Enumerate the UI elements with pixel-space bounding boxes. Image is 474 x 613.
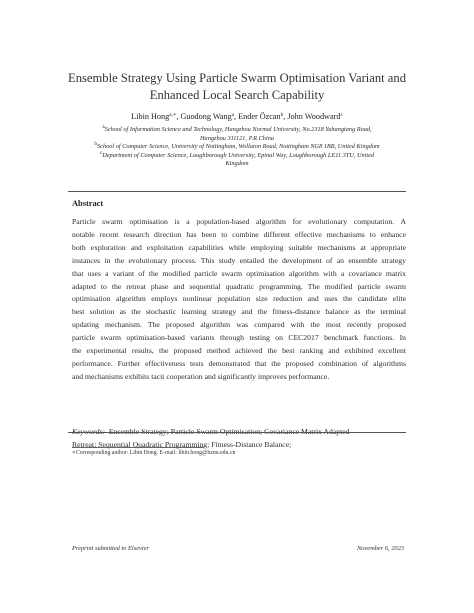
abstract-bottom-rule xyxy=(68,432,406,433)
abstract-body xyxy=(72,216,406,384)
author-mark: b xyxy=(280,112,284,118)
author-mark: a xyxy=(231,112,235,118)
abstract-line: updating mechanism. The proposed algorithm was compared with the most recently proposed xyxy=(72,320,406,330)
affiliation-line: $^c$Department of Computer Science, Loughborough University, Epinal Way, Loughborough LE11 3TU, United xyxy=(99,149,375,159)
title-line: Ensemble Strategy Using Particle Swarm Optimisation Variant and xyxy=(68,71,406,85)
affiliation-line: $^b$School of Computer Science, University of Nottingham, Wollaton Road, Nottingham NG8 1BB, United Kingdom xyxy=(94,141,380,151)
corresponding-author-footnote: ∗Corresponding author: Libin Hong. E-mail: libin.hong@hznu.edu.cn xyxy=(72,450,236,456)
abstract-line: best solution as the stochastic learning strategy and the fitness-distance balance as the terminal xyxy=(72,307,406,317)
affiliation-mark: a xyxy=(102,124,105,130)
keywords-line: Keywords: Ensemble Strategy; Particle Swarm Optimisation; Covariance Matrix Adapted xyxy=(72,427,350,436)
abstract-line: both exploration and exploitation capabilities while employing suitable mechanisms at appropriate xyxy=(72,242,406,252)
author-mark: c xyxy=(340,112,343,118)
affiliations xyxy=(60,126,414,169)
abstract-line: Particle swarm optimisation is a population-based algorithm for evolutionary computation. A xyxy=(72,217,406,226)
abstract-top-rule xyxy=(68,191,406,192)
affiliation-mark: c xyxy=(99,149,103,156)
affiliation-line: Kingdom xyxy=(225,160,249,168)
author-list: Libin Hong$^{a,∗}$, Guodong Wang$^a$, Ender Özcan$^b$, John Woodward$^c$ xyxy=(131,112,343,121)
affiliation-mark: b xyxy=(94,141,97,148)
title-line: Enhanced Local Search Capability xyxy=(149,88,325,102)
footnote-rule xyxy=(72,447,204,448)
author-name: Guodong Wang xyxy=(180,112,232,121)
affiliation-line: $^a$School of Information Science and Technology, Hangzhou Normal University, No.2318 Yuhangtang Road, xyxy=(102,124,372,133)
preprint-date: November 6, 2023 xyxy=(356,545,404,552)
abstract-heading: Abstract xyxy=(72,199,104,208)
author-name: Ender Özcan xyxy=(238,112,281,121)
abstract-line: and mechanisms exhibits tacit cooperation and significantly improves performance. xyxy=(72,371,330,381)
author-name: John Woodward xyxy=(287,112,341,121)
keywords-line: Retreat; Sequential Quadratic Programming; Fitness-Distance Balance; xyxy=(72,439,292,449)
author-name: Libin Hong xyxy=(131,112,170,121)
abstract-line: the experimental results, the proposed method achieved the best ranking and exhibited excellent xyxy=(72,346,406,356)
abstract-line: particle swarm optimisation-based variants through testing on CEC2017 benchmark functions. In xyxy=(72,333,406,343)
abstract-line: notable recent research direction has been to combine different effective mechanisms to enhance xyxy=(72,229,406,239)
paper-title xyxy=(40,70,434,104)
abstract-line: optimisation algorithm employs nonlinear population size reduction and uses the candidate elite xyxy=(72,294,406,304)
abstract-line: adapted to the retreat phase and sequential quadratic programming. The modified particle swarm xyxy=(72,281,406,291)
abstract-line: that uses a variant of the modified particle swarm optimisation algorithm with a covariance matrix xyxy=(72,268,406,278)
affiliation-line: Hangzhou 311121, P.R.China xyxy=(200,134,274,142)
keywords-label: Keywords: xyxy=(72,427,106,436)
preprint-notice: Preprint submitted to Elsevier xyxy=(72,545,149,552)
author-mark: a,∗ xyxy=(169,112,177,118)
abstract-line: instances in the evolutionary process. This study entailed the development of an ensemble strategy xyxy=(72,255,406,265)
abstract-line: performance. Further effectiveness tests demonstrated that the proposed combination of algorithms xyxy=(72,358,406,368)
